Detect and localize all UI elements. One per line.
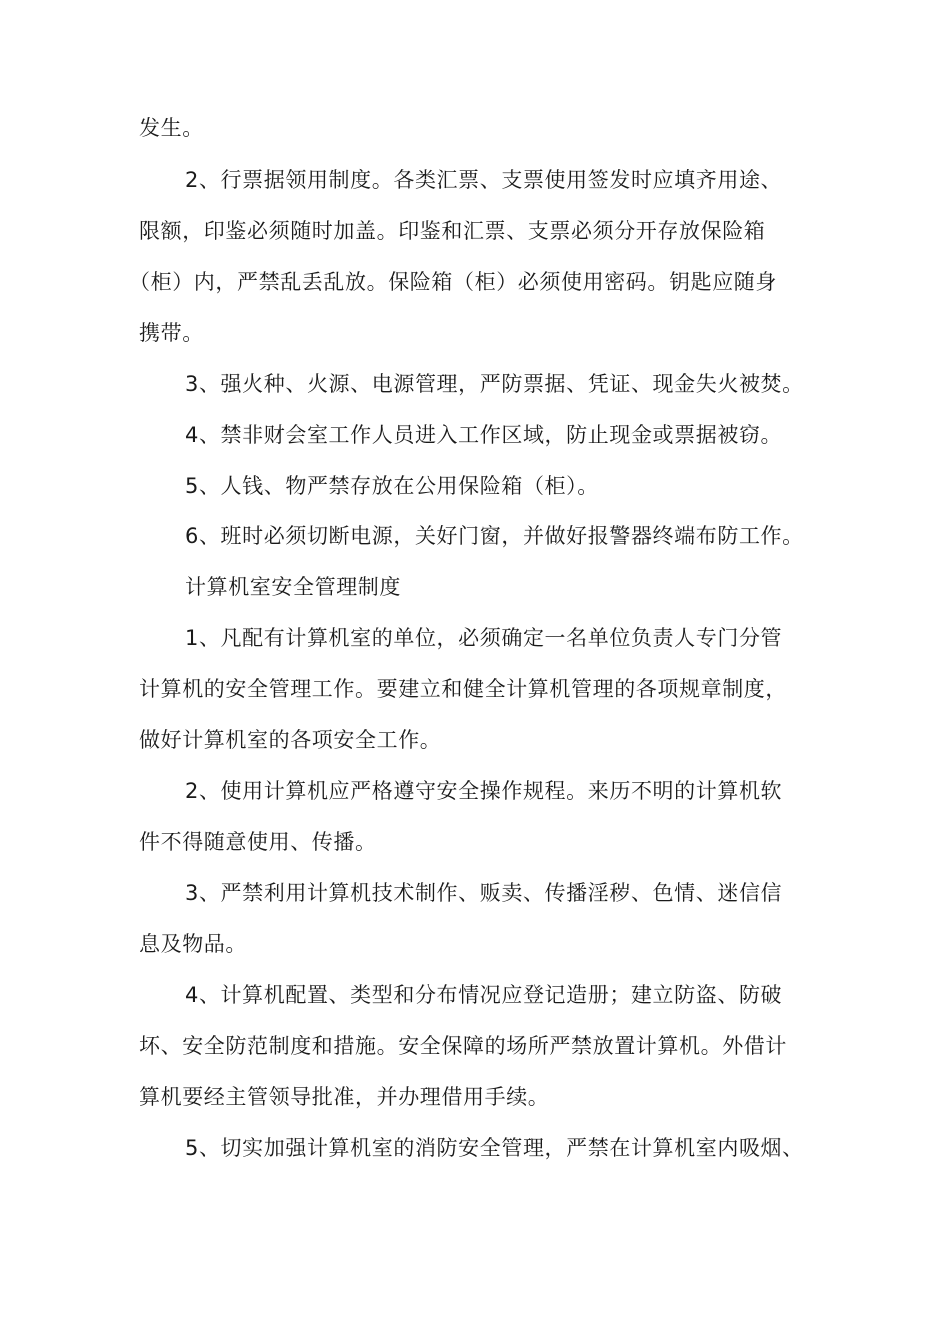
text-line: 件不得随意使用、传播。 — [139, 830, 377, 854]
text-line: 限额，印鉴必须随时加盖。印鉴和汇票、支票必须分开存放保险箱 — [139, 219, 766, 243]
text-line-item-5: 5、人钱、物严禁存放在公用保险箱（柜）。 — [185, 474, 599, 498]
text-line-item-2: 2、行票据领用制度。各类汇票、支票使用签发时应填齐用途、 — [185, 168, 783, 192]
text-line-item-4: 4、计算机配置、类型和分布情况应登记造册；建立防盗、防破 — [185, 983, 783, 1007]
text-line: 坏、安全防范制度和措施。安全保障的场所严禁放置计算机。外借计 — [139, 1034, 787, 1058]
text-line: 算机要经主管领导批准，并办理借用手续。 — [139, 1085, 550, 1109]
text-line: 息及物品。 — [139, 932, 247, 956]
text-line-item-1: 1、凡配有计算机室的单位，必须确定一名单位负责人专门分管 — [185, 626, 783, 650]
text-line-item-3: 3、严禁利用计算机技术制作、贩卖、传播淫秽、色情、迷信信 — [185, 881, 783, 905]
text-line: 做好计算机室的各项安全工作。 — [139, 728, 442, 752]
text-line: （柜）内，严禁乱丢乱放。保险箱（柜）必须使用密码。钥匙应随身 — [129, 270, 777, 294]
text-line-continuation: 发生。 — [139, 116, 204, 140]
text-line-item-4: 4、禁非财会室工作人员进入工作区域，防止现金或票据被窃。 — [185, 423, 783, 447]
section-heading: 计算机室安全管理制度 — [185, 575, 401, 599]
text-line: 携带。 — [139, 321, 204, 345]
text-line: 计算机的安全管理工作。要建立和健全计算机管理的各项规章制度， — [139, 677, 787, 701]
text-line-item-6: 6、班时必须切断电源，关好门窗，并做好报警器终端布防工作。 — [185, 524, 804, 548]
text-line-item-5: 5、切实加强计算机室的消防安全管理，严禁在计算机室内吸烟、 — [185, 1136, 804, 1160]
text-line-item-3: 3、强火种、火源、电源管理，严防票据、凭证、现金失火被焚。 — [185, 372, 804, 396]
text-line-item-2: 2、使用计算机应严格遵守安全操作规程。来历不明的计算机软 — [185, 779, 783, 803]
